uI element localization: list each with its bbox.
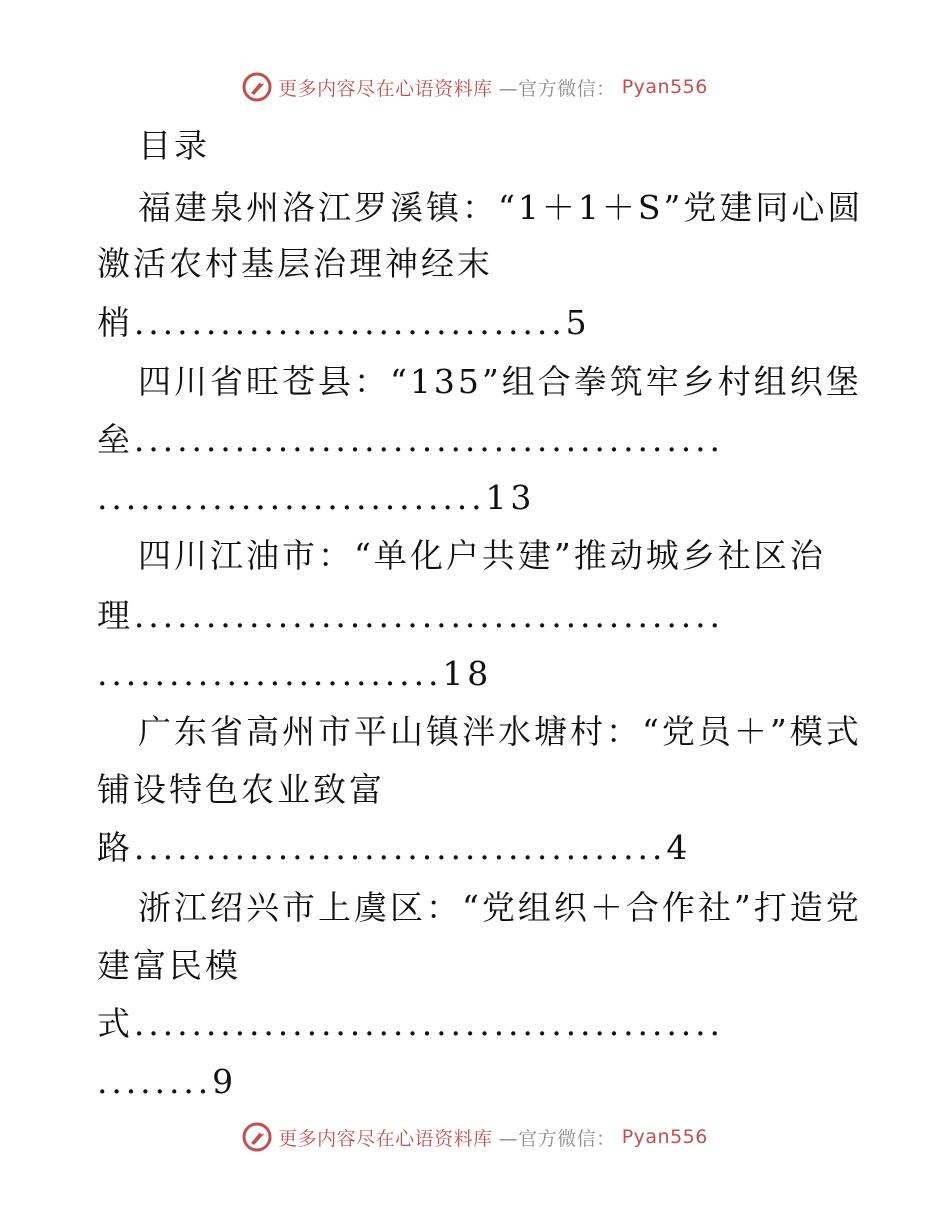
toc-entry-5-title-line2: 建富民模 xyxy=(97,946,241,985)
watermark-suffix-text: —官方微信： xyxy=(498,1127,616,1150)
toc-entry-2-leader: 垒......................................... xyxy=(97,420,724,459)
watermark-suffix-text: —官方微信： xyxy=(498,77,616,100)
toc-entry-5-leader-cont: ........9 xyxy=(97,1062,238,1101)
toc-entry-2-leader-cont: ...........................13 xyxy=(97,478,536,517)
pen-nib-logo-icon xyxy=(242,72,272,102)
watermark-id-text: Pyan556 xyxy=(621,76,708,98)
toc-entry-1-title-line2: 激活农村基层治理神经末 xyxy=(97,244,493,283)
toc-entry-2-title-line1: 四川省旺苍县：“135”组合拳筑牢乡村组织堡 xyxy=(138,362,862,401)
toc-entry-4-title-line2: 铺设特色农业致富 xyxy=(97,770,385,809)
toc-entry-3-title-line1: 四川江油市：“单化户共建”推动城乡社区治 xyxy=(138,536,826,575)
toc-entry-3-leader: 理......................................... xyxy=(97,596,724,635)
watermark-brand-text: 更多内容尽在心语资料库 xyxy=(278,77,493,100)
watermark-id-text: Pyan556 xyxy=(621,1126,708,1148)
toc-entry-1-title-line1: 福建泉州洛江罗溪镇：“1＋1＋S”党建同心圆 xyxy=(138,188,864,227)
toc-entry-5-leader: 式......................................... xyxy=(97,1004,724,1043)
toc-title: 目录 xyxy=(138,126,210,165)
pen-nib-logo-icon xyxy=(242,1122,272,1152)
toc-entry-4-leader: 路.....................................4 xyxy=(97,828,692,867)
toc-entry-5-title-line1: 浙江绍兴市上虞区：“党组织＋合作社”打造党 xyxy=(138,888,862,927)
header-watermark xyxy=(0,72,950,102)
watermark-brand-text: 更多内容尽在心语资料库 xyxy=(278,1127,493,1150)
toc-entry-3-leader-cont: ........................18 xyxy=(97,654,493,693)
toc-entry-4-title-line1: 广东省高州市平山镇泮水塘村：“党员＋”模式 xyxy=(138,712,862,751)
toc-entry-1-leader: 梢..............................5 xyxy=(97,303,591,342)
footer-watermark xyxy=(0,1122,950,1152)
